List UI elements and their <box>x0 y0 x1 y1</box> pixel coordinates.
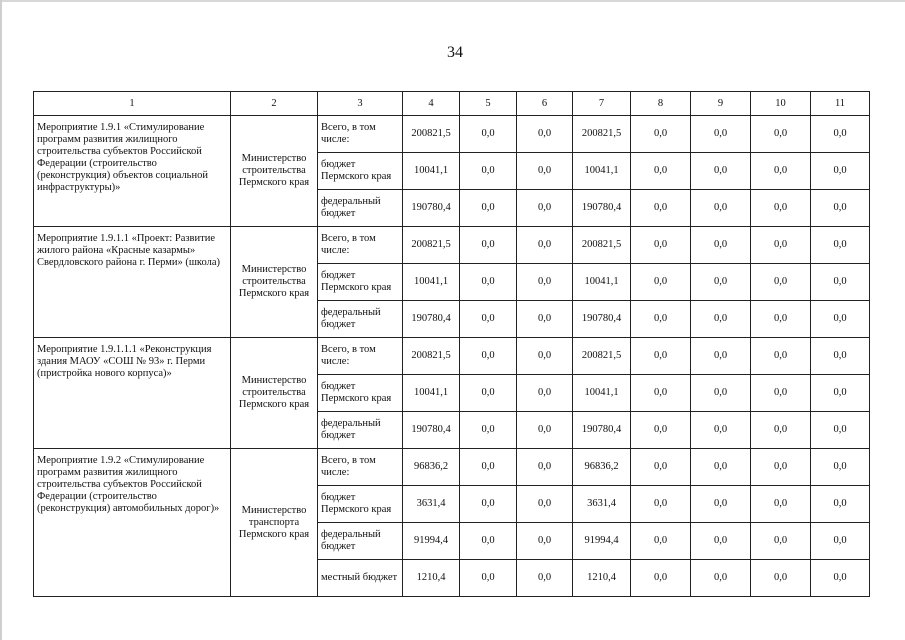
amount-cell: 0,0 <box>811 560 870 597</box>
amount-cell: 0,0 <box>517 375 573 412</box>
amount-cell: 0,0 <box>460 264 517 301</box>
column-header: 11 <box>811 92 870 116</box>
amount-cell: 0,0 <box>811 301 870 338</box>
page-number: 34 <box>447 44 463 61</box>
amount-cell: 0,0 <box>751 338 811 375</box>
funding-source: Всего, в том числе: <box>318 449 403 486</box>
amount-cell: 0,0 <box>517 153 573 190</box>
amount-cell: 0,0 <box>631 301 691 338</box>
funding-source: бюджет Пермского края <box>318 486 403 523</box>
amount-cell: 0,0 <box>517 301 573 338</box>
amount-cell: 0,0 <box>811 375 870 412</box>
amount-cell: 0,0 <box>631 116 691 153</box>
amount-cell: 200821,5 <box>403 227 460 264</box>
amount-cell: 0,0 <box>751 523 811 560</box>
amount-cell: 0,0 <box>460 227 517 264</box>
scan-edge-top <box>0 0 905 2</box>
amount-cell: 0,0 <box>751 190 811 227</box>
amount-cell: 0,0 <box>631 227 691 264</box>
amount-cell: 91994,4 <box>403 523 460 560</box>
amount-cell: 0,0 <box>811 338 870 375</box>
column-header: 5 <box>460 92 517 116</box>
measure-name: Мероприятие 1.9.1.1 «Проект: Развитие жилого района «Красные казармы» Свердловского района г. Перми» (школа) <box>34 227 231 338</box>
amount-cell: 0,0 <box>460 375 517 412</box>
measure-executor: Министерство строительства Пермского края <box>231 227 318 338</box>
column-header: 7 <box>573 92 631 116</box>
amount-cell: 0,0 <box>517 560 573 597</box>
amount-cell: 0,0 <box>460 449 517 486</box>
amount-cell: 3631,4 <box>573 486 631 523</box>
amount-cell: 0,0 <box>460 560 517 597</box>
amount-cell: 190780,4 <box>573 190 631 227</box>
amount-cell: 0,0 <box>691 338 751 375</box>
amount-cell: 0,0 <box>691 486 751 523</box>
amount-cell: 0,0 <box>751 153 811 190</box>
funding-source: федеральный бюджет <box>318 412 403 449</box>
amount-cell: 0,0 <box>631 190 691 227</box>
amount-cell: 0,0 <box>460 153 517 190</box>
amount-cell: 0,0 <box>691 301 751 338</box>
amount-cell: 0,0 <box>517 338 573 375</box>
amount-cell: 0,0 <box>751 227 811 264</box>
funding-source: Всего, в том числе: <box>318 116 403 153</box>
amount-cell: 3631,4 <box>403 486 460 523</box>
amount-cell: 200821,5 <box>573 227 631 264</box>
amount-cell: 10041,1 <box>403 153 460 190</box>
amount-cell: 0,0 <box>631 523 691 560</box>
amount-cell: 0,0 <box>460 412 517 449</box>
amount-cell: 0,0 <box>460 190 517 227</box>
table-row <box>34 227 870 264</box>
amount-cell: 0,0 <box>751 116 811 153</box>
table-row <box>34 449 870 486</box>
amount-cell: 0,0 <box>460 116 517 153</box>
amount-cell: 190780,4 <box>403 412 460 449</box>
funding-source: федеральный бюджет <box>318 301 403 338</box>
amount-cell: 0,0 <box>811 227 870 264</box>
amount-cell: 10041,1 <box>573 375 631 412</box>
measure-executor: Министерство строительства Пермского края <box>231 116 318 227</box>
amount-cell: 1210,4 <box>403 560 460 597</box>
amount-cell: 0,0 <box>811 190 870 227</box>
measure-name: Мероприятие 1.9.2 «Стимулирование программ развития жилищного строительства субъектов Российской Федерации (строительство (реконструкция) автомобильных дорог)» <box>34 449 231 597</box>
table-body <box>34 116 870 597</box>
funding-source: федеральный бюджет <box>318 190 403 227</box>
amount-cell: 0,0 <box>631 449 691 486</box>
amount-cell: 0,0 <box>691 227 751 264</box>
column-header: 3 <box>318 92 403 116</box>
amount-cell: 10041,1 <box>403 264 460 301</box>
amount-cell: 190780,4 <box>573 301 631 338</box>
header-row <box>34 92 870 116</box>
measure-name: Мероприятие 1.9.1.1.1 «Реконструкция здания МАОУ «СОШ № 93» г. Перми (пристройка нового корпуса)» <box>34 338 231 449</box>
amount-cell: 0,0 <box>631 338 691 375</box>
amount-cell: 0,0 <box>811 116 870 153</box>
funding-source: местный бюджет <box>318 560 403 597</box>
amount-cell: 0,0 <box>517 412 573 449</box>
amount-cell: 0,0 <box>691 412 751 449</box>
amount-cell: 0,0 <box>751 486 811 523</box>
scan-edge-left <box>0 0 2 640</box>
amount-cell: 0,0 <box>751 449 811 486</box>
amount-cell: 0,0 <box>691 264 751 301</box>
amount-cell: 0,0 <box>460 486 517 523</box>
amount-cell: 0,0 <box>631 412 691 449</box>
amount-cell: 0,0 <box>460 338 517 375</box>
funding-source: бюджет Пермского края <box>318 375 403 412</box>
amount-cell: 96836,2 <box>573 449 631 486</box>
amount-cell: 0,0 <box>691 449 751 486</box>
amount-cell: 200821,5 <box>573 116 631 153</box>
amount-cell: 0,0 <box>811 264 870 301</box>
amount-cell: 200821,5 <box>573 338 631 375</box>
amount-cell: 200821,5 <box>403 338 460 375</box>
column-header: 2 <box>231 92 318 116</box>
amount-cell: 0,0 <box>811 412 870 449</box>
measure-executor: Министерство строительства Пермского края <box>231 338 318 449</box>
amount-cell: 0,0 <box>691 523 751 560</box>
amount-cell: 0,0 <box>517 227 573 264</box>
amount-cell: 0,0 <box>691 560 751 597</box>
amount-cell: 91994,4 <box>573 523 631 560</box>
amount-cell: 0,0 <box>631 375 691 412</box>
column-header: 4 <box>403 92 460 116</box>
amount-cell: 0,0 <box>691 116 751 153</box>
amount-cell: 0,0 <box>691 153 751 190</box>
amount-cell: 0,0 <box>631 153 691 190</box>
measure-executor: Министерство транспорта Пермского края <box>231 449 318 597</box>
amount-cell: 0,0 <box>460 301 517 338</box>
amount-cell: 0,0 <box>751 412 811 449</box>
funding-source: бюджет Пермского края <box>318 153 403 190</box>
amount-cell: 0,0 <box>691 375 751 412</box>
column-header: 9 <box>691 92 751 116</box>
amount-cell: 10041,1 <box>573 153 631 190</box>
amount-cell: 0,0 <box>517 449 573 486</box>
column-header: 10 <box>751 92 811 116</box>
column-header: 8 <box>631 92 691 116</box>
amount-cell: 0,0 <box>691 190 751 227</box>
funding-source: бюджет Пермского края <box>318 264 403 301</box>
amount-cell: 0,0 <box>751 264 811 301</box>
amount-cell: 0,0 <box>631 264 691 301</box>
amount-cell: 0,0 <box>631 486 691 523</box>
column-header: 6 <box>517 92 573 116</box>
amount-cell: 0,0 <box>517 264 573 301</box>
funding-source: федеральный бюджет <box>318 523 403 560</box>
column-header: 1 <box>34 92 231 116</box>
amount-cell: 0,0 <box>751 560 811 597</box>
amount-cell: 96836,2 <box>403 449 460 486</box>
amount-cell: 0,0 <box>751 301 811 338</box>
table-row <box>34 338 870 375</box>
amount-cell: 0,0 <box>751 375 811 412</box>
amount-cell: 190780,4 <box>403 301 460 338</box>
amount-cell: 0,0 <box>517 486 573 523</box>
amount-cell: 0,0 <box>631 560 691 597</box>
funding-source: Всего, в том числе: <box>318 227 403 264</box>
amount-cell: 0,0 <box>517 116 573 153</box>
amount-cell: 10041,1 <box>573 264 631 301</box>
amount-cell: 0,0 <box>517 190 573 227</box>
funding-source: Всего, в том числе: <box>318 338 403 375</box>
amount-cell: 0,0 <box>811 523 870 560</box>
amount-cell: 190780,4 <box>573 412 631 449</box>
budget-table <box>33 91 870 597</box>
amount-cell: 0,0 <box>811 153 870 190</box>
amount-cell: 200821,5 <box>403 116 460 153</box>
amount-cell: 0,0 <box>460 523 517 560</box>
amount-cell: 10041,1 <box>403 375 460 412</box>
measure-name: Мероприятие 1.9.1 «Стимулирование программ развития жилищного строительства субъектов Российской Федерации (строительство (реконструкция) объектов социальной инфраструктуры)» <box>34 116 231 227</box>
amount-cell: 190780,4 <box>403 190 460 227</box>
amount-cell: 0,0 <box>811 486 870 523</box>
amount-cell: 0,0 <box>811 449 870 486</box>
table-row <box>34 116 870 153</box>
amount-cell: 1210,4 <box>573 560 631 597</box>
amount-cell: 0,0 <box>517 523 573 560</box>
